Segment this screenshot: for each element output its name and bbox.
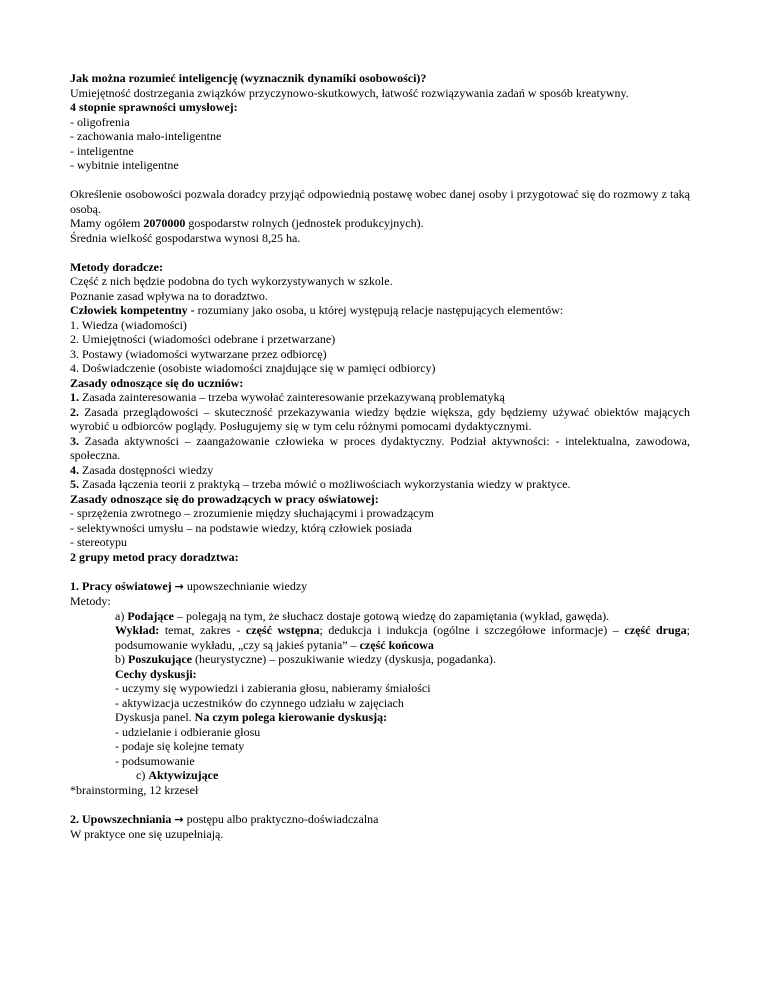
heading-dissemination: 2. Upowszechniania → postępu albo praktyczno-doświadczalna xyxy=(70,811,379,826)
methods-label: Metody: xyxy=(70,594,111,608)
list-item: - stereotypu xyxy=(70,535,127,549)
average-farm-size: Średnia wielkość gospodarstwa wynosi 8,25 ha. xyxy=(70,230,301,245)
list-item: - zachowania mało-inteligentne xyxy=(70,129,222,143)
list-item: - podsumowanie xyxy=(115,753,195,768)
list-item: - podaje się kolejne tematy xyxy=(115,739,245,753)
rule-item: 5. Zasada łączenia teorii z praktyką – trzeba mówić o możliwościach wykorzystania wiedzy w praktyce. xyxy=(70,477,571,491)
lecture-description: Wykład: temat, zakres - część wstępna; dedukcja i indukcja (ogólne i szczegółowe informacje) – część druga; podsumowanie wykładu, „czy są jakieś pytania” – część końcowa xyxy=(115,623,691,652)
text-line: Część z nich będzie podobna do tych wykorzystywanych w szkole. xyxy=(70,274,393,288)
list-item: - inteligentne xyxy=(70,143,134,158)
heading-leader-rules: Zasady odnoszące się do prowadzących w pracy oświatowej: xyxy=(70,491,379,506)
list-item: - uczymy się wypowiedzi i zabierania głosu, nabieramy śmiałości xyxy=(115,681,431,695)
list-item: - sprzężenia zwrotnego – zrozumienie między słuchającymi i prowadzącym xyxy=(70,506,434,520)
personality-paragraph: Określenie osobowości pozwala doradcy przyjąć odpowiednią postawę wobec danej osoby i przygotować się do rozmowy z taką osobą. xyxy=(70,187,690,216)
rule-item: 2. Zasada przeglądowości – skuteczność przekazywania wiedzy będzie większa, gdy będziemy używać obiektów mających wyrobić u odbiorców poglądy. Posługujemy się w tym celu różnymi pomocami dydaktycznymi. xyxy=(70,404,690,433)
heading-method-groups: 2 grupy metod pracy doradztwa: xyxy=(70,549,239,564)
method-b: b) Poszukujące (heurystyczne) – poszukiwanie wiedzy (dyskusja, pogadanka). xyxy=(115,652,496,666)
list-item: 4. Doświadczenie (osobiste wiadomości znajdujące się w pamięci odbiorcy) xyxy=(70,361,436,375)
list-item: 1. Wiedza (wiadomości) xyxy=(70,317,187,332)
heading-intelligence: Jak można rozumieć inteligencję (wyznacznik dynamiki osobowości)? xyxy=(70,71,427,85)
list-item: - aktywizacja uczestników do czynnego udziału w zajęciach xyxy=(115,695,404,710)
document-page xyxy=(70,71,690,842)
arrow-right-icon: → xyxy=(174,579,184,593)
list-item: - udzielanie i odbieranie głosu xyxy=(115,724,261,739)
list-item: - oligofrenia xyxy=(70,114,130,129)
heading-discussion-features: Cechy dyskusji: xyxy=(115,666,197,681)
brainstorming-note: *brainstorming, 12 krzeseł xyxy=(70,782,199,797)
list-item: 3. Postawy (wiadomości wytwarzane przez odbiorcę) xyxy=(70,346,327,361)
rule-item: 1. Zasada zainteresowania – trzeba wywołać zainteresowanie przekazywaną problematyką xyxy=(70,390,505,404)
rule-item: 4. Zasada dostępności wiedzy xyxy=(70,462,214,477)
competent-person-definition: Człowiek kompetentny - rozumiany jako osoba, u której występują relacje następujących elementów: xyxy=(70,303,564,317)
method-c: c) Aktywizujące xyxy=(136,768,219,782)
heading-educational-work: 1. Pracy oświatowej → upowszechnianie wiedzy xyxy=(70,578,308,593)
closing-line: W praktyce one się uzupełniają. xyxy=(70,827,224,841)
list-item: - wybitnie inteligentne xyxy=(70,158,179,172)
farms-count: 2070000 xyxy=(143,216,186,230)
text-line: Poznanie zasad wpływa na to doradztwo. xyxy=(70,288,268,303)
farms-count-line: Mamy ogółem 2070000 gospodarstw rolnych (jednostek produkcyjnych). xyxy=(70,216,424,230)
arrow-right-icon: → xyxy=(174,812,184,826)
intelligence-definition: Umiejętność dostrzegania związków przyczynowo-skutkowych, łatwość rozwiązywania zadań w sposób kreatywny. xyxy=(70,85,629,100)
rule-item: 3. Zasada aktywności – zaangażowanie człowieka w proces dydaktyczny. Podział aktywności: - intelektualna, zawodowa, społeczna. xyxy=(70,433,690,462)
panel-discussion-line: Dyskusja panel. Na czym polega kierowanie dyskusją: xyxy=(115,710,388,724)
list-item: - selektywności umysłu – na podstawie wiedzy, którą człowiek posiada xyxy=(70,520,412,535)
heading-advisory-methods: Metody doradcze: xyxy=(70,259,163,274)
heading-student-rules: Zasady odnoszące się do uczniów: xyxy=(70,375,244,390)
heading-mental-stages: 4 stopnie sprawności umysłowej: xyxy=(70,100,238,114)
list-item: 2. Umiejętności (wiadomości odebrane i przetwarzane) xyxy=(70,332,336,346)
method-a: a) Podające – polegają na tym, że słuchacz dostaje gotową wiedzę do zapamiętania (wykład, gawęda). xyxy=(115,608,610,623)
